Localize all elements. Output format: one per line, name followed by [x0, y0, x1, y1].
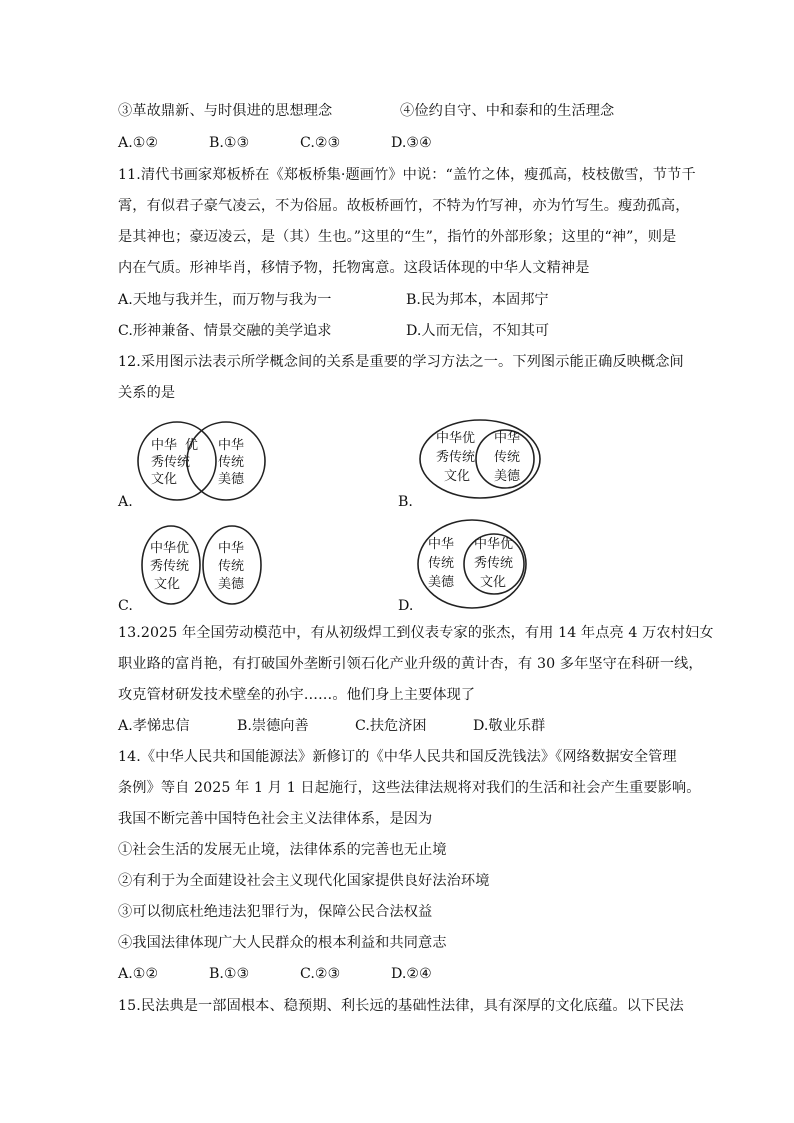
q14-option-b: B.①③: [209, 966, 250, 982]
diagram-c-letter: C.: [118, 598, 133, 614]
diagram-b: [418, 418, 542, 500]
q11-option-d: D.人而无信，不知其可: [406, 323, 550, 339]
q14-statement-3: ③可以彻底杜绝违法犯罪行为，保障公民合法权益: [118, 904, 433, 920]
diagram-c-left-line-3: 文化: [154, 577, 181, 592]
diagram-d-letter: D.: [398, 598, 414, 614]
q13-line-1: 13.2025 年全国劳动模范中，有从初级焊工到仪表专家的张杰，有用 14 年点亮 4 万农村妇女: [118, 625, 714, 641]
q13-line-2: 职业路的富肖艳，有打破国外垄断引领石化产业升级的黄计杏，有 30 多年坚守在科研一线，: [118, 656, 703, 672]
diagram-a: [136, 420, 268, 502]
q11-option-b: B.民为邦本，本固邦宁: [406, 292, 549, 308]
diagram-c: [140, 524, 264, 606]
q11-option-a: A.天地与我并生，而万物与我为一: [118, 292, 332, 308]
svg-text:中华优 秀传统 文化 中: [436, 430, 524, 484]
q11-line-4: 内在气质。形神毕肖，移情予物，托物寓意。这段话体现的中华人文精神是: [118, 260, 590, 276]
diagram-b-inner-line-2: 传统: [494, 450, 521, 465]
diagram-d-outer-line-3: 美德: [428, 575, 455, 590]
q13-option-c: C.扶危济困: [355, 718, 427, 734]
q11-line-1: 11.清代书画家郑板桥在《郑板桥集·题画竹》中说：“盖竹之体，瘦孤高，枝枝傲雪，节节千: [118, 167, 696, 183]
diagram-d: [416, 518, 528, 610]
diagram-a-right-line-1: 中华: [218, 438, 245, 453]
q12-line-1: 12.采用图示法表示所学概念间的关系是重要的学习方法之一。下列图示能正确反映概念间: [118, 354, 684, 370]
svg-text:中华优 秀传统 文化 中: [150, 540, 248, 592]
q14-statement-2: ②有利于为全面建设社会主义现代化国家提供良好法治环境: [118, 873, 490, 889]
diagram-b-outer-line-1: 中华优: [436, 431, 476, 446]
diagram-a-left-line-2: 优: [185, 438, 199, 453]
q14-line-1: 14.《中华人民共和国能源法》新修订的《中华人民共和国反洗钱法》《网络数据安全管理: [118, 749, 677, 765]
q10-option-c: C.②③: [300, 135, 341, 151]
q12-line-2: 关系的是: [118, 385, 176, 401]
q13-option-b: B.崇德向善: [237, 718, 309, 734]
diagram-a-left-line-4: 文化: [151, 472, 178, 487]
diagram-c-right-line-1: 中华: [218, 541, 245, 556]
diagram-b-inner-line-3: 美德: [494, 469, 521, 484]
diagram-a-left-line-1: 中华: [151, 438, 178, 453]
q10-option-b: B.①③: [209, 135, 250, 151]
diagram-b-letter: B.: [398, 494, 413, 510]
q13-line-3: 攻克管材研发技术壁垒的孙宇……。他们身上主要体现了: [118, 687, 476, 703]
diagram-a-right-line-2: 传统: [218, 455, 245, 470]
diagram-a-left-line-3: 秀传统: [151, 455, 191, 470]
q14-line-2: 条例》等自 2025 年 1 月 1 日起施行，这些法律法规将对我们的生活和社会产生重要影响。: [118, 780, 701, 796]
svg-text:中华 优 秀传统 文化: [151, 437, 248, 487]
diagram-a-letter: A.: [118, 494, 133, 510]
diagram-d-inner-line-2: 秀传统: [474, 556, 514, 571]
q14-option-c: C.②③: [300, 966, 341, 982]
diagram-d-inner-line-3: 文化: [480, 575, 507, 590]
q14-statement-1: ①社会生活的发展无止境，法律体系的完善也无止境: [118, 842, 447, 858]
q14-option-a: A.①②: [118, 966, 159, 982]
q11-line-2: 霄，有似君子豪气凌云，不为俗屈。故板桥画竹，不特为竹写神，亦为竹写生。瘦劲孤高，: [118, 198, 690, 214]
diagram-b-inner-line-1: 中华: [494, 431, 521, 446]
q11-line-3: 是其神也；豪迈凌云，是（其）生也。”这里的“生”，指竹的外部形象；这里的“神”，则是: [118, 229, 677, 245]
diagram-b-outer-line-2: 秀传统: [436, 450, 476, 465]
diagram-d-outer-line-2: 传统: [428, 556, 455, 571]
q10-item-4: ④俭约自守、中和泰和的生活理念: [400, 103, 615, 119]
diagram-c-right-line-3: 美德: [218, 577, 245, 592]
q11-option-c: C.形神兼备、情景交融的美学追求: [118, 323, 332, 339]
q13-option-a: A.孝悌忠信: [118, 718, 190, 734]
q10-option-d: D.③④: [391, 135, 432, 151]
diagram-d-inner-line-1: 中华优: [474, 537, 514, 552]
q15-line-1: 15.民法典是一部固根本、稳预期、利长远的基础性法律，具有深厚的文化底蕴。以下民法: [118, 998, 684, 1014]
diagram-c-left-line-2: 秀传统: [150, 559, 190, 574]
diagram-b-outer-line-3: 文化: [444, 469, 471, 484]
q10-option-a: A.①②: [118, 135, 159, 151]
q10-item-3: ③革故鼎新、与时俱进的思想理念: [118, 103, 333, 119]
q14-option-d: D.②④: [391, 966, 432, 982]
diagram-c-right-line-2: 传统: [218, 559, 245, 574]
diagram-a-right-line-3: 美德: [218, 472, 245, 487]
diagram-d-outer-line-1: 中华: [428, 537, 455, 552]
q14-statement-4: ④我国法律体现广大人民群众的根本利益和共同意志: [118, 935, 447, 951]
diagram-c-left-line-1: 中华优: [150, 541, 190, 556]
q13-option-d: D.敬业乐群: [473, 718, 546, 734]
q14-line-3: 我国不断完善中国特色社会主义法律体系，是因为: [118, 811, 433, 827]
